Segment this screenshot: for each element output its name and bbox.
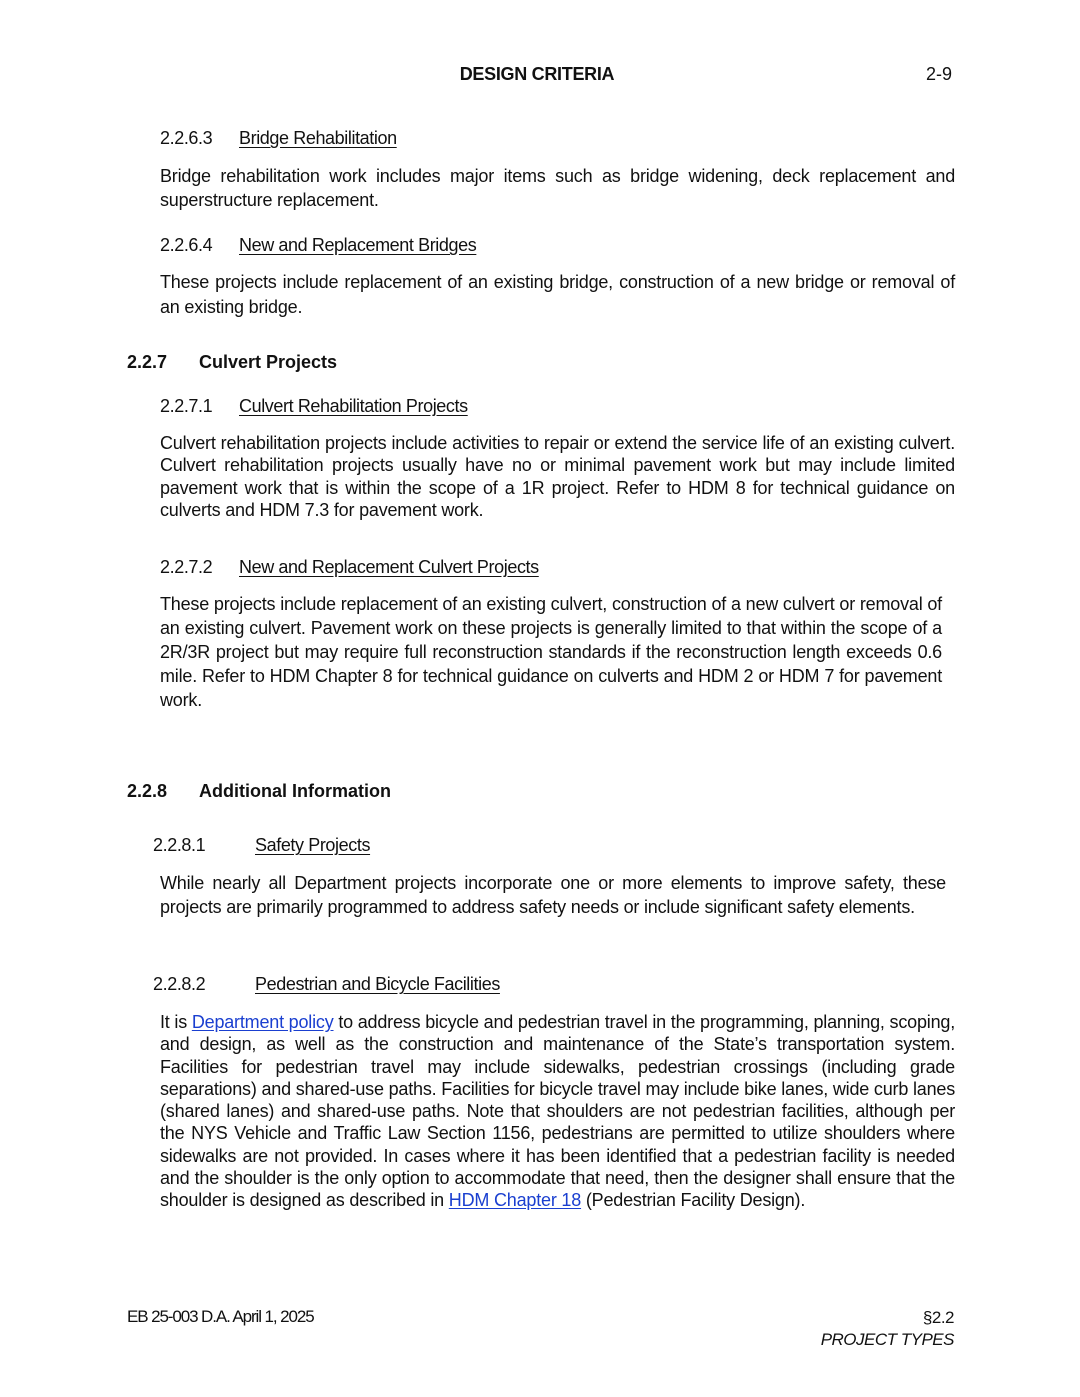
- subsection-heading-2264: [160, 235, 476, 256]
- paragraph-text: to address bicycle and pedestrian travel in the programming, planning, scoping, and design, as well as the construction and maintenance of the State’s transportation system. Facilities for pedestrian travel may include sidewalks, pedestrian crossings (including grade separations) and shared-use paths. Facilities for bicycle travel may include bike lanes, wide curb lanes (shared lanes) and shared-use paths. Note that shoulders are not pedestrian facilities, although per the NYS Vehicle and Traffic Law Section 1156, pedestrians are permitted to utilize shoulders where sidewalks are not provided. In cases where it has been identified that a pedestrian facility is needed and the shoulder is the only option to accommodate that need, then the designer shall ensure that the shoulder is designed as described in: [160, 1012, 955, 1211]
- footer-document-id: EB 25-003 D.A. April 1, 2025: [127, 1307, 314, 1326]
- paragraph-new-replacement-culverts: These projects include replacement of an existing culvert, construction of a new culvert or removal of an existing culvert. Pavement work on these projects is generally limited to that within the scope of a 2R/3R project but may require full reconstruction standards if the reconstruction length exceeds 0.6 mile. Refer to HDM Chapter 8 for technical guidance on culverts and HDM 2 or HDM 7 for pavement work.: [160, 594, 942, 710]
- subsection-heading-2271: [160, 396, 468, 417]
- subsection-title: Culvert Rehabilitation Projects: [239, 396, 468, 416]
- footer-section: [821, 1307, 954, 1351]
- subsection-number: 2.2.7.2: [160, 557, 213, 577]
- subsection-title: Safety Projects: [255, 835, 371, 855]
- subsection-heading-2281: [153, 835, 370, 856]
- subsection-number: 2.2.6.3: [160, 128, 213, 148]
- hdm-chapter-18-link[interactable]: HDM Chapter 18: [448, 1190, 582, 1211]
- page-header-title: DESIGN CRITERIA: [459, 64, 615, 84]
- department-policy-link[interactable]: Department policy: [191, 1012, 334, 1032]
- footer-section-number: §2.2: [922, 1308, 954, 1327]
- page-number: 2-9: [925, 64, 952, 84]
- subsection-number: 2.2.7.1: [160, 396, 213, 416]
- section-number: 2.2.7: [127, 352, 168, 372]
- section-title: Culvert Projects: [199, 352, 338, 372]
- paragraph-safety-projects: While nearly all Department projects incorporate one or more elements to improve safety, these projects are primarily programmed to address safety needs or include significant safety elements.: [160, 873, 946, 917]
- subsection-number: 2.2.6.4: [160, 235, 213, 255]
- subsection-title: Bridge Rehabilitation: [239, 128, 397, 148]
- paragraph-culvert-rehabilitation: Culvert rehabilitation projects include activities to repair or extend the service life of an existing culvert. Culvert rehabilitation projects usually have no or minimal pavement work but may include limited pavement work that is within the scope of a 1R project. Refer to HDM 8 for technical guidance on culverts and HDM 7.3 for pavement work.: [160, 433, 955, 520]
- subsection-heading-2272: [160, 557, 539, 578]
- subsection-heading-2282: [153, 974, 500, 995]
- paragraph-text: (Pedestrian Facility Design).: [581, 1190, 806, 1211]
- subsection-title: New and Replacement Culvert Projects: [239, 557, 539, 577]
- subsection-title: New and Replacement Bridges: [239, 235, 477, 255]
- footer-section-title: PROJECT TYPES: [820, 1330, 954, 1349]
- subsection-title: Pedestrian and Bicycle Facilities: [255, 974, 500, 994]
- subsection-number: 2.2.8.1: [153, 835, 206, 855]
- section-title: Additional Information: [199, 781, 391, 801]
- paragraph-bridge-rehabilitation: Bridge rehabilitation work includes major items such as bridge widening, deck replacement and superstructure replacement.: [160, 166, 955, 210]
- subsection-heading-2263: [160, 128, 397, 149]
- section-heading-228: [127, 781, 391, 802]
- paragraph-text: It is: [160, 1012, 192, 1032]
- paragraph-new-replacement-bridges: These projects include replacement of an existing bridge, construction of a new bridge or removal of an existing bridge.: [160, 272, 955, 317]
- section-heading-227: [127, 352, 337, 373]
- section-number: 2.2.8: [127, 781, 168, 801]
- subsection-number: 2.2.8.2: [153, 974, 206, 994]
- paragraph-pedestrian-bicycle: [160, 1011, 955, 1212]
